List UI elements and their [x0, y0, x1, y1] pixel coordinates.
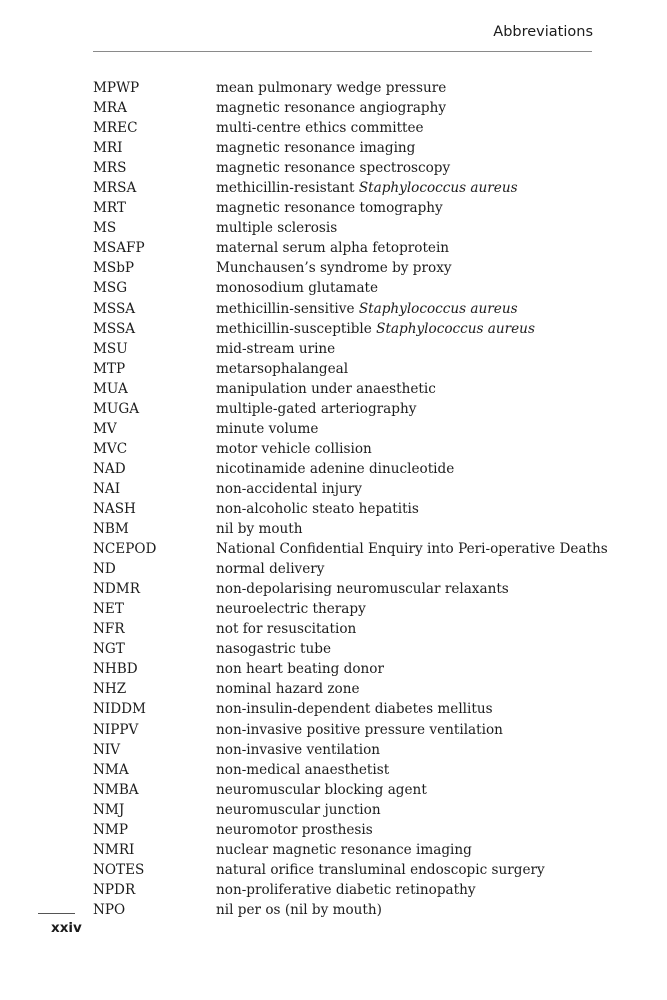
abbreviation-definition	[216, 339, 335, 359]
abbreviation-term: NBM	[93, 521, 129, 538]
abbreviation-definition	[216, 519, 303, 539]
abbreviation-term: MSU	[93, 340, 128, 357]
abbreviation-term: MVC	[93, 440, 128, 457]
abbreviation-definition	[216, 439, 372, 459]
abbreviation-term: NGT	[93, 641, 125, 658]
definition-text: monosodium glutamate	[216, 280, 379, 297]
abbreviation-term: MPWP	[93, 80, 140, 96]
abbreviation-definition	[216, 499, 419, 519]
abbreviation-row	[93, 238, 613, 258]
abbreviation-definition	[216, 780, 427, 800]
definition-text: neuromuscular junction	[216, 801, 381, 818]
abbreviation-definition	[216, 278, 378, 298]
definition-text: non-invasive positive pressure ventilation	[216, 721, 503, 738]
abbreviation-row	[93, 479, 613, 499]
abbreviation-row	[93, 559, 613, 579]
abbreviation-row	[93, 359, 613, 379]
abbreviation-definition	[216, 379, 436, 399]
abbreviation-row	[93, 499, 613, 519]
abbreviation-row	[93, 198, 613, 218]
abbreviation-definition	[216, 720, 503, 740]
abbreviation-row	[93, 519, 613, 539]
definition-text: neuroelectric therapy	[216, 601, 366, 618]
abbreviation-definition	[216, 599, 366, 619]
abbreviation-term: MSAFP	[93, 240, 145, 257]
definition-text: non-medical anaesthetist	[216, 761, 390, 778]
page-number: xxiv	[51, 920, 82, 936]
abbreviation-definition	[216, 699, 493, 719]
definition-italic-text: Staphylococcus aureus	[358, 300, 518, 317]
definition-text: maternal serum alpha fetoprotein	[216, 240, 450, 257]
abbreviation-term: MRSA	[93, 180, 137, 197]
abbreviation-term: MUA	[93, 380, 128, 397]
abbreviation-term: MRS	[93, 160, 127, 177]
abbreviation-definition	[216, 619, 356, 639]
abbreviation-definition	[216, 639, 331, 659]
abbreviation-row	[93, 720, 613, 740]
definition-text: not for resuscitation	[216, 621, 357, 638]
abbreviation-list	[93, 78, 613, 920]
abbreviation-term: NMJ	[93, 801, 125, 818]
definition-text: multi-centre ethics committee	[216, 120, 424, 137]
definition-text: magnetic resonance angiography	[216, 100, 447, 117]
definition-text: Munchausen’s syndrome by proxy	[216, 260, 452, 277]
abbreviation-definition	[216, 218, 337, 238]
definition-text: non-alcoholic steato hepatitis	[216, 500, 419, 517]
running-head: Abbreviations	[493, 24, 593, 40]
definition-italic-text: Staphylococcus aureus	[358, 180, 518, 197]
abbreviation-definition	[216, 820, 373, 840]
abbreviation-row	[93, 699, 613, 719]
abbreviation-definition	[216, 319, 535, 339]
definition-text: magnetic resonance tomography	[216, 200, 443, 217]
abbreviation-row	[93, 539, 613, 559]
abbreviation-definition	[216, 659, 384, 679]
definition-text: manipulation under anaesthetic	[216, 380, 436, 397]
abbreviation-term: NCEPOD	[93, 541, 157, 558]
abbreviation-definition	[216, 118, 424, 138]
abbreviation-row	[93, 860, 613, 880]
abbreviation-row	[93, 299, 613, 319]
abbreviation-row	[93, 118, 613, 138]
abbreviation-definition	[216, 419, 318, 439]
abbreviation-row	[93, 98, 613, 118]
definition-text: National Confidential Enquiry into Peri-operative Deaths	[216, 541, 608, 558]
definition-text: minute volume	[216, 420, 319, 437]
abbreviation-term: MRI	[93, 140, 123, 157]
abbreviation-row	[93, 319, 613, 339]
abbreviation-term: MREC	[93, 120, 138, 137]
definition-text: mean pulmonary wedge pressure	[216, 80, 447, 96]
abbreviation-term: NPDR	[93, 881, 136, 898]
abbreviation-term: MS	[93, 220, 117, 237]
abbreviation-definition	[216, 760, 389, 780]
abbreviation-definition	[216, 679, 360, 699]
abbreviation-row	[93, 459, 613, 479]
abbreviation-term: NAD	[93, 460, 126, 477]
abbreviation-definition	[216, 900, 382, 920]
abbreviation-row	[93, 258, 613, 278]
definition-text: nil by mouth	[216, 521, 303, 538]
definition-text: non-invasive ventilation	[216, 741, 381, 758]
abbreviation-definition	[216, 238, 449, 258]
abbreviation-row	[93, 158, 613, 178]
abbreviation-definition	[216, 880, 476, 900]
abbreviation-definition	[216, 579, 509, 599]
abbreviation-definition	[216, 479, 362, 499]
definition-text: nuclear magnetic resonance imaging	[216, 841, 472, 858]
definition-text: multiple sclerosis	[216, 220, 338, 237]
abbreviation-row	[93, 439, 613, 459]
definition-text: magnetic resonance imaging	[216, 140, 416, 157]
definition-text: non-accidental injury	[216, 480, 362, 497]
abbreviation-row	[93, 579, 613, 599]
definition-text: nominal hazard zone	[216, 681, 360, 698]
definition-text: nicotinamide adenine dinucleotide	[216, 460, 455, 477]
abbreviation-definition	[216, 740, 380, 760]
abbreviation-term: NASH	[93, 500, 136, 517]
abbreviation-row	[93, 178, 613, 198]
abbreviation-definition	[216, 399, 416, 419]
abbreviation-definition	[216, 860, 545, 880]
definition-text: metarsophalangeal	[216, 360, 349, 377]
abbreviation-row	[93, 840, 613, 860]
definition-text: mid-stream urine	[216, 340, 336, 357]
abbreviation-definition	[216, 800, 381, 820]
abbreviation-row	[93, 379, 613, 399]
abbreviation-definition	[216, 840, 472, 860]
abbreviation-row	[93, 619, 613, 639]
abbreviation-row	[93, 599, 613, 619]
definition-text: nil per os (nil by mouth)	[216, 901, 382, 918]
abbreviation-term: NET	[93, 601, 124, 618]
abbreviation-term: MV	[93, 420, 117, 437]
abbreviation-row	[93, 780, 613, 800]
abbreviation-row	[93, 639, 613, 659]
abbreviation-term: MSbP	[93, 260, 135, 277]
abbreviation-row	[93, 760, 613, 780]
definition-text: neuromuscular blocking agent	[216, 781, 427, 798]
abbreviation-definition	[216, 359, 348, 379]
abbreviation-row	[93, 740, 613, 760]
abbreviation-row	[93, 78, 613, 98]
definition-text: motor vehicle collision	[216, 440, 372, 457]
definition-text: normal delivery	[216, 561, 325, 578]
abbreviation-definition	[216, 158, 450, 178]
abbreviation-term: NIDDM	[93, 701, 146, 718]
definition-text: multiple-gated arteriography	[216, 400, 417, 417]
abbreviation-term: NIV	[93, 741, 121, 758]
definition-text: non-insulin-dependent diabetes mellitus	[216, 701, 493, 718]
abbreviation-row	[93, 900, 613, 920]
abbreviation-term: MUGA	[93, 400, 140, 417]
abbreviation-row	[93, 679, 613, 699]
abbreviation-row	[93, 218, 613, 238]
abbreviation-term: NMBA	[93, 781, 139, 798]
abbreviation-definition	[216, 198, 443, 218]
abbreviation-definition	[216, 258, 452, 278]
abbreviation-definition	[216, 98, 446, 118]
abbreviation-term: NAI	[93, 480, 121, 497]
abbreviation-row	[93, 278, 613, 298]
abbreviation-row	[93, 399, 613, 419]
abbreviation-row	[93, 339, 613, 359]
definition-text: natural orifice transluminal endoscopic surgery	[216, 861, 545, 878]
abbreviation-term: NOTES	[93, 861, 145, 878]
abbreviation-definition	[216, 539, 608, 559]
definition-text: non heart beating donor	[216, 661, 384, 678]
definition-text: neuromotor prosthesis	[216, 821, 373, 838]
abbreviation-term: MRT	[93, 200, 126, 217]
abbreviation-row	[93, 138, 613, 158]
definition-text: methicillin-resistant	[216, 180, 359, 197]
abbreviation-row	[93, 820, 613, 840]
abbreviation-term: NMP	[93, 821, 128, 838]
abbreviation-definition	[216, 178, 518, 198]
abbreviation-definition	[216, 559, 324, 579]
abbreviation-term: NHBD	[93, 661, 138, 678]
abbreviation-definition	[216, 459, 454, 479]
abbreviation-term: MSG	[93, 280, 128, 297]
abbreviation-term: MTP	[93, 360, 126, 377]
definition-text: non-proliferative diabetic retinopathy	[216, 881, 476, 898]
abbreviation-row	[93, 800, 613, 820]
definition-text: non-depolarising neuromuscular relaxants	[216, 581, 509, 598]
abbreviation-row	[93, 880, 613, 900]
abbreviation-term: ND	[93, 561, 116, 578]
abbreviation-row	[93, 419, 613, 439]
abbreviation-term: NHZ	[93, 681, 127, 698]
definition-text: methicillin-susceptible	[216, 320, 377, 337]
header-rule	[93, 51, 592, 52]
abbreviation-term: MSSA	[93, 320, 136, 337]
definition-text: nasogastric tube	[216, 641, 332, 658]
abbreviation-term: NMA	[93, 761, 129, 778]
abbreviation-row	[93, 659, 613, 679]
abbreviation-term: MRA	[93, 100, 127, 117]
abbreviation-definition	[216, 138, 415, 158]
folio-rule	[38, 913, 75, 914]
abbreviation-term: NDMR	[93, 581, 140, 598]
definition-text: methicillin-sensitive	[216, 300, 359, 317]
abbreviation-definition	[216, 299, 518, 319]
abbreviation-term: NIPPV	[93, 721, 139, 738]
definition-text: magnetic resonance spectroscopy	[216, 160, 451, 177]
definition-italic-text: Staphylococcus aureus	[376, 320, 535, 337]
abbreviation-term: MSSA	[93, 300, 136, 317]
abbreviation-definition	[216, 78, 446, 98]
abbreviation-term: NMRI	[93, 841, 135, 858]
abbreviation-term: NPO	[93, 901, 126, 918]
abbreviation-term: NFR	[93, 621, 125, 638]
